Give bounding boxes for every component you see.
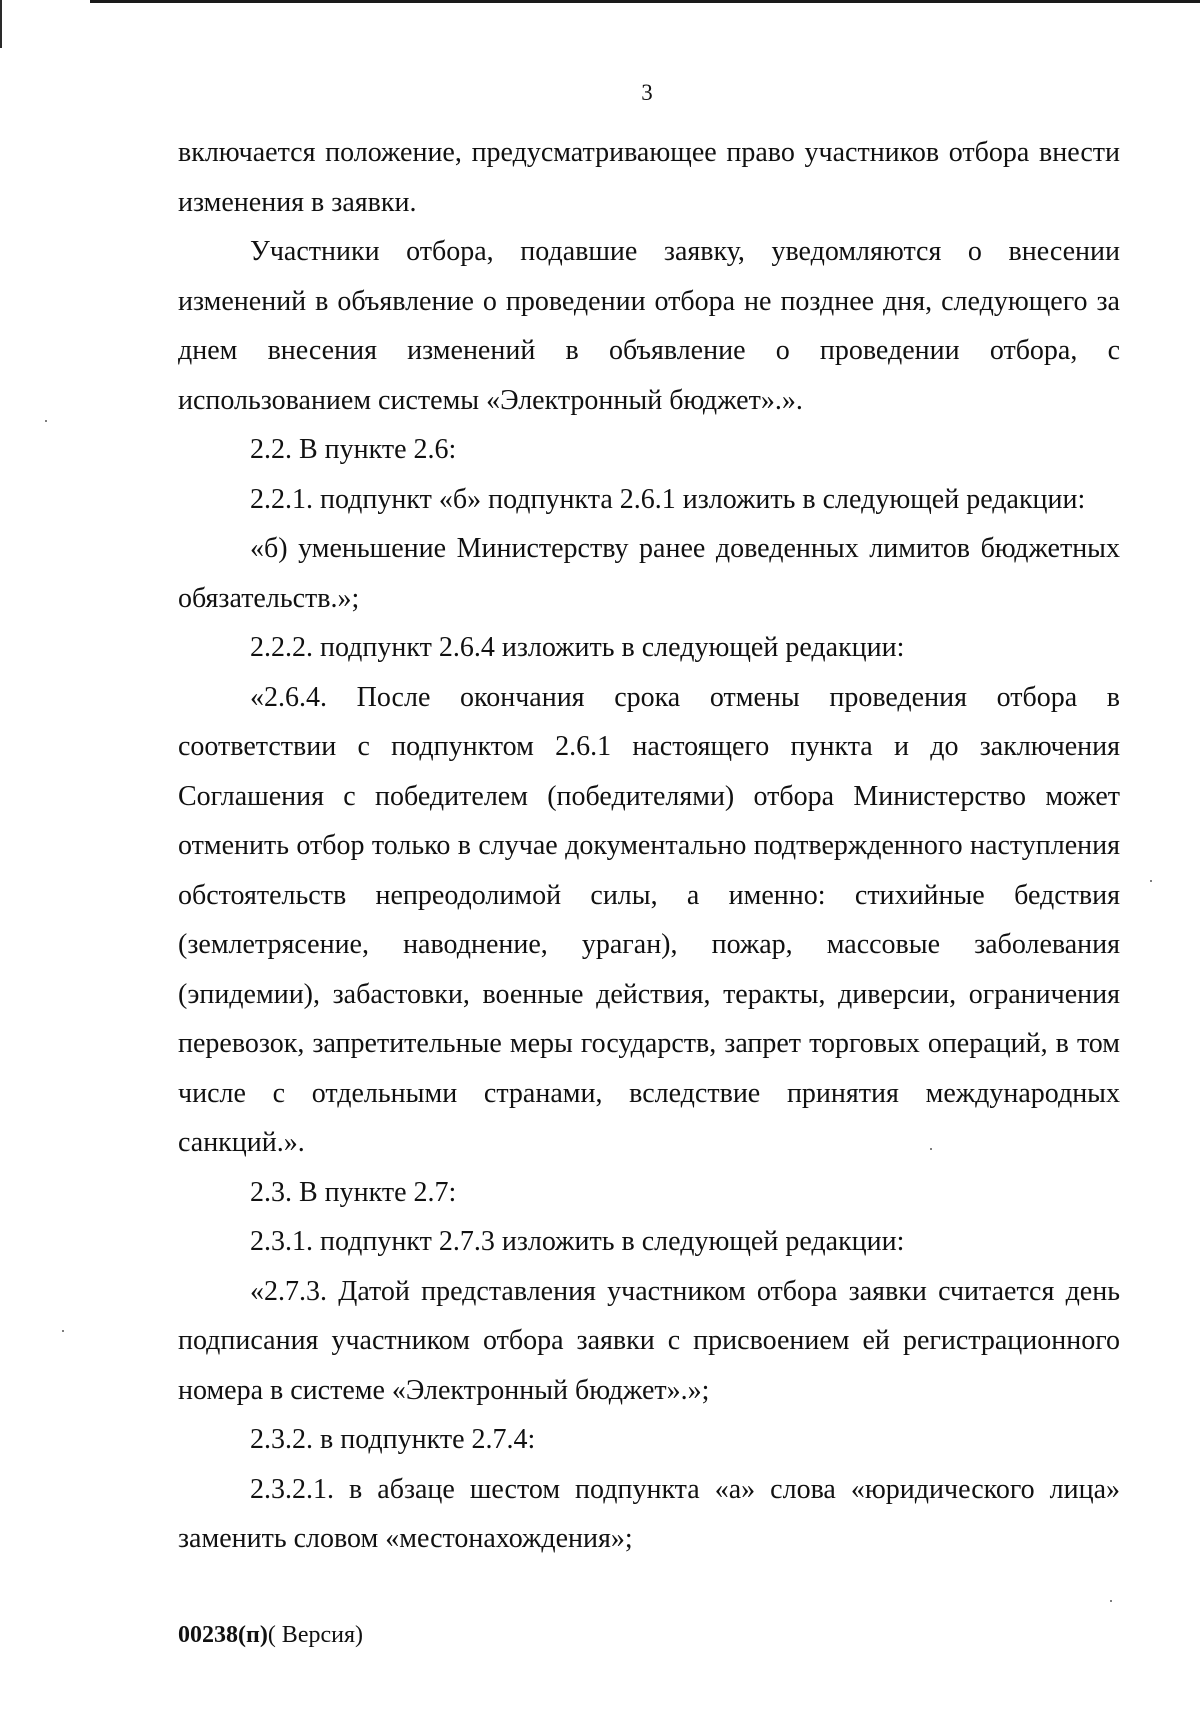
paragraph-clause-2-3-1: 2.3.1. подпункт 2.7.3 изложить в следующей редакции: — [250, 1226, 905, 1257]
top-border-line — [90, 0, 1200, 3]
paragraph-clause-2-2: 2.2. В пункте 2.6: — [250, 434, 457, 465]
paragraph-clause-b-text: «б) уменьшение Министерству ранее доведенных лимитов бюджетных обязательств.»; — [178, 533, 1120, 614]
document-footer — [178, 1622, 363, 1649]
paragraph-clause-2-3-2-1: 2.3.2.1. в абзаце шестом подпункта «а» слова «юридического лица» заменить словом «местонахождения»; — [178, 1473, 1120, 1554]
document-body — [178, 128, 1120, 1564]
left-border-mark — [0, 0, 2, 48]
paragraph-clause-2-3: 2.3. В пункте 2.7: — [250, 1176, 457, 1208]
paragraph-clause-2-2-1: 2.2.1. подпункт «б» подпункта 2.6.1 изложить в следующей редакции: — [250, 483, 1086, 515]
scan-speck — [45, 420, 47, 422]
scan-speck — [930, 1148, 932, 1150]
paragraph-clause-2-3-2: 2.3.2. в подпункте 2.7.4: — [250, 1424, 536, 1455]
paragraph-continuation: включается положение, предусматривающее право участников отбора внести изменения в заявки. — [178, 137, 1120, 218]
paragraph-notification: Участники отбора, подавшие заявку, уведомляются о внесении изменений в объявление о проведении отбора не позднее дня, следующего за днем внесения изменений в объявление о проведении отбора, с использованием системы «Электронный бюджет».». — [178, 236, 1120, 416]
document-version: ( Версия) — [267, 1622, 363, 1648]
scan-speck — [1110, 1600, 1112, 1602]
scan-speck — [62, 1330, 64, 1332]
paragraph-clause-2-2-2: 2.2.2. подпункт 2.6.4 изложить в следующей редакции: — [250, 632, 905, 663]
paragraph-clause-2-7-3-text: «2.7.3. Датой представления участником отбора заявки считается день подписания участником отбора заявки с присвоением ей регистрационного номера в системе «Электронный бюджет».»; — [178, 1275, 1120, 1406]
paragraph-clause-2-6-4-text: «2.6.4. После окончания срока отмены проведения отбора в соответствии с подпунктом 2.6.1 настоящего пункта и до заключения Соглашения с победителем (победителями) отбора Министерство может отменить отбор только в случае документально подтвержденного наступления обстоятельств непреодолимой силы, а именно: стихийные бедствия (землетрясение, наводнение, ураган), пожар, массовые заболевания (эпидемии), забастовки, военные действия, теракты, диверсии, ограничения перевозок, запретительные меры государств, запрет торговых операций, в том числе с отдельными странами, вследствие принятия международных санкций.». — [178, 681, 1120, 1158]
document-code: 00238(п) — [178, 1622, 268, 1648]
page-number: 3 — [641, 80, 653, 105]
scan-speck — [1150, 880, 1152, 882]
